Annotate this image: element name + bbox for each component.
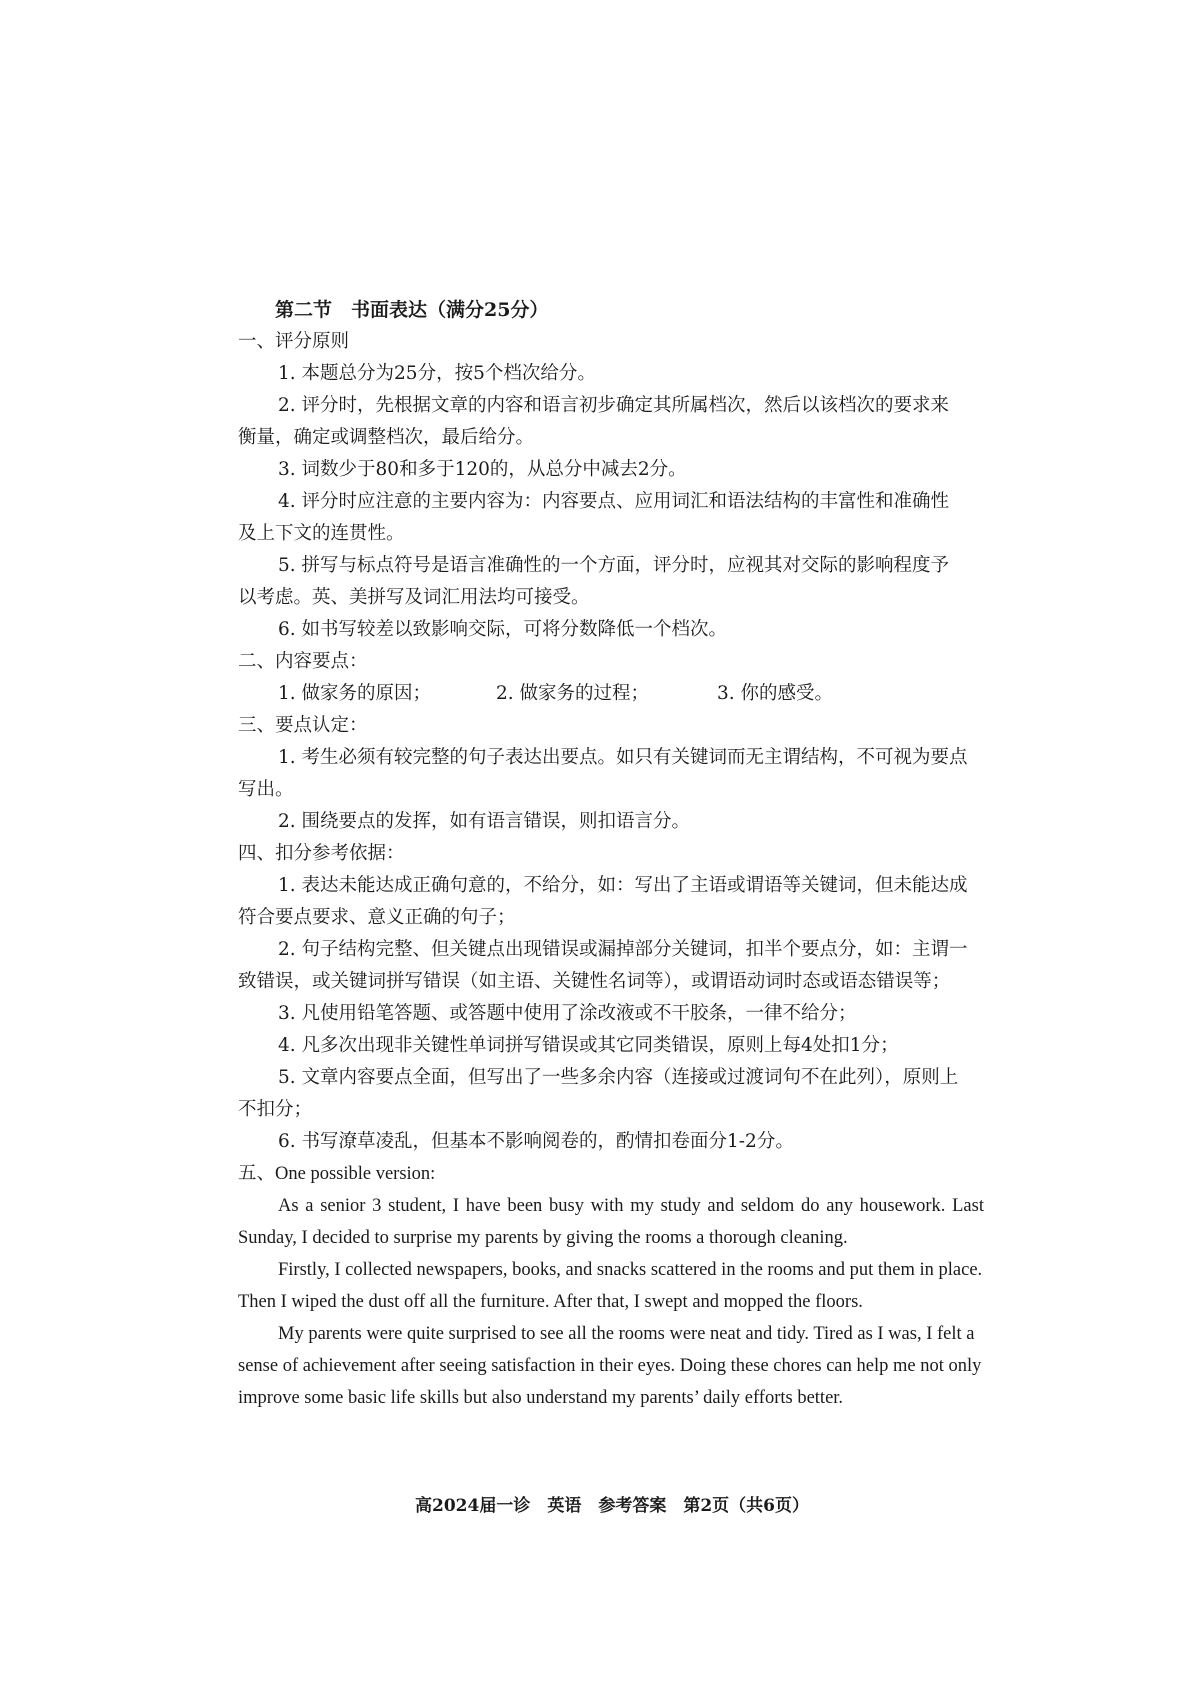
part1-item1: 1. 本题总分为25分，按5个档次给分。 bbox=[278, 363, 596, 384]
part3-item1-line2: 写出。 bbox=[238, 779, 294, 800]
part4-item4: 4. 凡多次出现非关键性单词拼写错误或其它同类错误，原则上每4处扣1分； bbox=[278, 1035, 899, 1056]
part2-point2: 2. 做家务的过程； bbox=[496, 683, 650, 704]
part1-item5-line2: 以考虑。英、美拼写及词汇用法均可接受。 bbox=[238, 587, 590, 608]
part2-heading: 二、内容要点： bbox=[238, 651, 368, 672]
part1-heading: 一、评分原则 bbox=[238, 331, 350, 352]
part1-item2-line2: 衡量，确定或调整档次，最后给分。 bbox=[238, 427, 535, 448]
sample-p2-line1: Firstly, I collected newspapers, books, and snacks scattered in the rooms and put them in place. bbox=[278, 1260, 983, 1280]
sample-p2-line2: Then I wiped the dust off all the furniture. After that, I swept and mopped the floors. bbox=[238, 1292, 863, 1312]
part1-item3: 3. 词数少于80和多于120的，从总分中减去2分。 bbox=[278, 459, 687, 480]
part4-item1-line2: 符合要点要求、意义正确的句子； bbox=[238, 907, 516, 928]
sample-p3-line3: improve some basic life skills but also understand my parents’ daily efforts better. bbox=[238, 1388, 844, 1408]
page-footer: 高2024届一诊 英语 参考答案 第2页（共6页） bbox=[415, 1496, 809, 1516]
part4-item5-line2: 不扣分； bbox=[238, 1099, 313, 1120]
section-title: 第二节 书面表达（满分25分） bbox=[275, 299, 549, 321]
part4-item2-line2: 致错误，或关键词拼写错误（如主语、关键性名词等），或谓语动词时态或语态错误等； bbox=[238, 971, 951, 992]
part4-item2-line1: 2. 句子结构完整、但关键点出现错误或漏掉部分关键词，扣半个要点分，如：主谓一 bbox=[278, 939, 968, 960]
sample-p3-line2: sense of achievement after seeing satisfaction in their eyes. Doing these chores can help me not only bbox=[238, 1356, 982, 1376]
part4-item1-line1: 1. 表达未能达成正确句意的，不给分，如：写出了主语或谓语等关键词，但未能达成 bbox=[278, 875, 968, 896]
sample-p1-line2: Sunday, I decided to surprise my parents by giving the rooms a thorough cleaning. bbox=[238, 1228, 848, 1248]
part5-heading: 五、One possible version: bbox=[238, 1164, 436, 1184]
sample-p1-line1: As a senior 3 student, I have been busy with my study and seldom do any housework. Last bbox=[278, 1196, 984, 1216]
part2-point1: 1. 做家务的原因； bbox=[278, 683, 432, 704]
part1-item6: 6. 如书写较差以致影响交际，可将分数降低一个档次。 bbox=[278, 619, 728, 640]
part4-heading: 四、扣分参考依据： bbox=[238, 843, 405, 864]
part1-item2-line1: 2. 评分时，先根据文章的内容和语言初步确定其所属档次，然后以该档次的要求来 bbox=[278, 395, 950, 416]
part4-item3: 3. 凡使用铅笔答题、或答题中使用了涂改液或不干胶条，一律不给分； bbox=[278, 1003, 857, 1024]
part1-item5-line1: 5. 拼写与标点符号是语言准确性的一个方面，评分时，应视其对交际的影响程度予 bbox=[278, 555, 950, 576]
part3-heading: 三、要点认定： bbox=[238, 715, 368, 736]
part2-point3: 3. 你的感受。 bbox=[717, 683, 834, 704]
sample-p3-line1: My parents were quite surprised to see all the rooms were neat and tidy. Tired as I was, I felt a bbox=[278, 1324, 975, 1344]
part3-item2: 2. 围绕要点的发挥，如有语言错误，则扣语言分。 bbox=[278, 811, 691, 832]
part4-item6: 6. 书写潦草凌乱，但基本不影响阅卷的，酌情扣卷面分1-2分。 bbox=[278, 1131, 794, 1152]
part1-item4-line2: 及上下文的连贯性。 bbox=[238, 523, 405, 544]
part4-item5-line1: 5. 文章内容要点全面，但写出了一些多余内容（连接或过渡词句不在此列），原则上 bbox=[278, 1067, 959, 1088]
part1-item4-line1: 4. 评分时应注意的主要内容为：内容要点、应用词汇和语法结构的丰富性和准确性 bbox=[278, 491, 950, 512]
part3-item1-line1: 1. 考生必须有较完整的句子表达出要点。如只有关键词而无主谓结构，不可视为要点 bbox=[278, 747, 968, 768]
